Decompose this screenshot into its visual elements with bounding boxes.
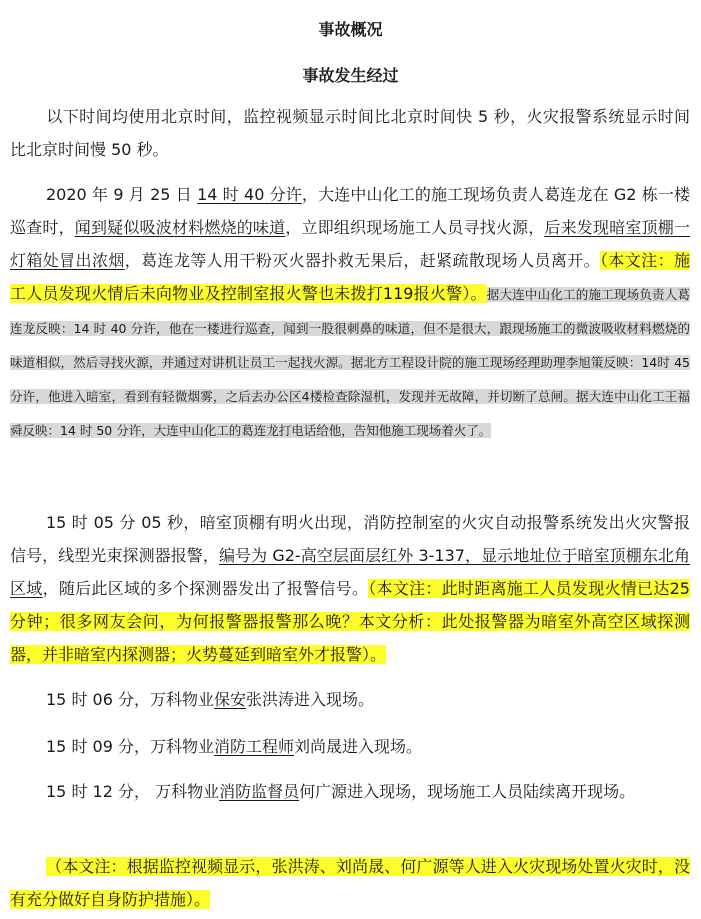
quoted-testimony: 据大连中山化工的施工现场负责人葛连龙反映：14 时 40 分许，他在一楼进行巡查，闻到一股很刺鼻的味道，但不是很大，跟现场施工的微波吸收材料燃烧的味道相似，然后寻找火源，并通过对讲机让员工一起找火源。据北方工程设计院的施工现场经理助理李旭策反映：14时 45分许，他进入暗室，看到有轻微烟雾，之后去办公区4楼检查除湿机，发现并无故障，并切断了总闸。据大连中山化工王福舜反映：14 时 50 分许，大连中山化工的葛连龙打电话给他，告知他施工现场着火了。 [10, 287, 690, 438]
underlined-role: 消防工程师 [213, 737, 294, 756]
section-heading: 事故发生经过 [302, 66, 399, 85]
paragraph-security: 15 时 06 分，万科物业保安张洪涛进入现场。 [46, 690, 375, 709]
document-heading: 事故概况 [318, 20, 383, 39]
underlined-detector: 编号为 G2-高空层面层红外 3-137，显示地址位于暗室顶棚东北角区域 [10, 546, 690, 598]
highlighted-note: （本文注：此时距离施工人员发现火情已达25分钟；很多网友会问，为何报警器报警那么晚？本文分析：此处报警器为暗室外高空区域探测器，并非暗室内探测器；火势蔓延到暗室外才报警）。 [10, 579, 690, 664]
underlined-time: 14 时 40 分许 [197, 185, 302, 204]
paragraph-time-note: 以下时间均使用北京时间，监控视频显示时间比北京时间快 5 秒，火灾报警系统显示时间比北京时间慢 50 秒。 [10, 107, 690, 159]
highlighted-note: （本文注：根据监控视频显示，张洪涛、刘尚晟、何广源等人进入火灾现场处置火灾时，没有充分做好自身防护措施）。 [10, 857, 690, 909]
paragraph-final-note [10, 850, 690, 916]
paragraph-discovery: 2020 年 9 月 25 日 14 时 40 分许，大连中山化工的施工现场负责人葛连龙在 G2 栋一楼巡查时，闻到疑似吸波材料燃烧的味道，立即组织现场施工人员寻找火源，后来发现暗室顶棚一灯箱处冒出浓烟，葛连龙等人用干粉灭火器扑救无果后，赶紧疏散现场人员离开。（本文注：施工人员发现火情后未向物业及控制室报火警也未拨打119报火警）。据大连中山化工的施工现场负责人葛连龙反映：14 时 40 分许，他在一楼进行巡查，闻到一股很刺鼻的味道，但不是很大，跟现场施工的微波吸收材料燃烧的味道相似，然后寻找火源，并通过对讲机让员工一起找火源。据北方工程设计院的施工现场经理助理李旭策反映：14时 45分许，他进入暗室，看到有轻微烟雾，之后去办公区4楼检查除湿机，发现并无故障，并切断了总闸。据大连中山化工王福舜反映：14 时 50 分许，大连中山化工的葛连龙打电话给他，告知他施工现场着火了。 [10, 185, 690, 438]
underlined-role: 消防监督员 [219, 782, 300, 801]
paragraph-engineer: 15 时 09 分，万科物业消防工程师刘尚晟进入现场。 [46, 737, 423, 756]
highlighted-note: （本文注：施工人员发现火情后未向物业及控制室报火警也未拨打119报火警）。 [10, 251, 690, 303]
underlined-smell: 闻到疑似吸波材料燃烧的味道 [74, 218, 286, 237]
paragraph-alarm: 15 时 05 分 05 秒，暗室顶棚有明火出现，消防控制室的火灾自动报警系统发出火灾警报信号，线型光束探测器报警，编号为 G2-高空层面层红外 3-137，显示地址位于暗室顶棚东北角区域，随后此区域的多个探测器发出了报警信号。（本文注：此时距离施工人员发现火情已达25分钟；很多网友会问，为何报警器报警那么晚？本文分析：此处报警器为暗室外高空区域探测器，并非暗室内探测器；火势蔓延到暗室外才报警）。 [10, 513, 690, 664]
underlined-smoke: 后来发现暗室顶棚一灯箱处冒出浓烟 [10, 218, 690, 270]
underlined-role: 保安 [213, 690, 246, 709]
paragraph-supervisor: 15 时 12 分， 万科物业消防监督员何广源进入现场，现场施工人员陆续离开现场。 [46, 782, 636, 801]
